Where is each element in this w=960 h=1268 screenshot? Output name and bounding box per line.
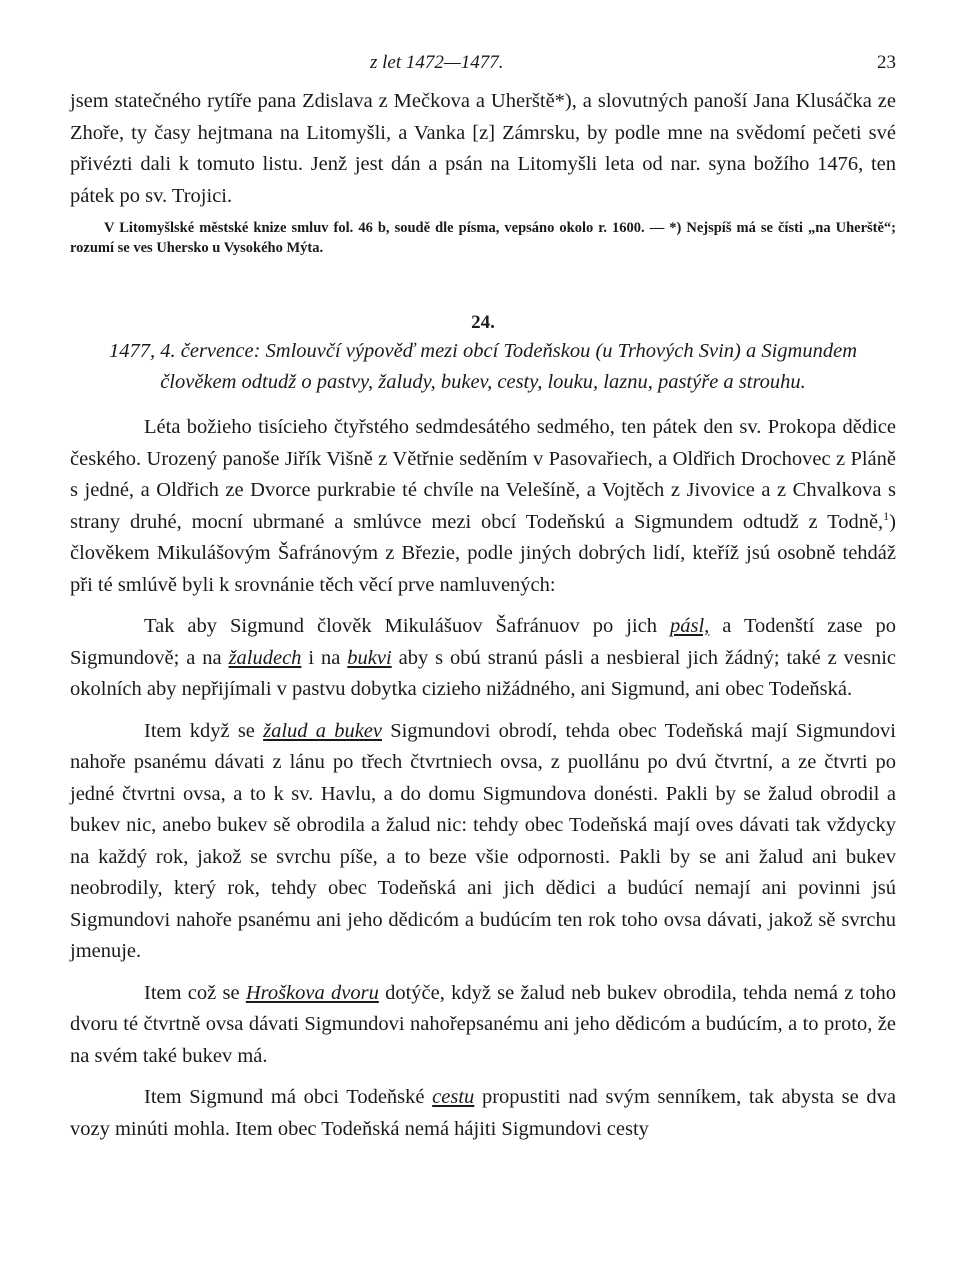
book-page xyxy=(70,52,896,1145)
footnote-ref: 1 xyxy=(883,508,890,523)
footnote-text: V Litomyšlské městské knize smluv fol. 46 b, soudě dle písma, vepsáno okolo r. 1600. — *) Nejspíš má se čísti „na Uherště“; rozumí se ves Uhersko u Vysokého Mýta. xyxy=(70,220,896,256)
continuation-paragraph: jsem statečného rytíře pana Zdislava z Mečkova a Uherště*), a slovutných panoší Jana Klusáčka ze Zhoře, ty časy hejtmana na Litomyšli, a Vanka [z] Zámrsku, by podle mne na svědomí pečeti své přivézti dali k tomuto listu. Jenž jest dán a psán na Litomyšli leta od nar. syna božího 1476, ten pátek po sv. Trojici. xyxy=(70,90,896,207)
footnote xyxy=(70,218,896,258)
paragraph-pasture: Tak aby Sigmund člověk Mikulášuov Šafránuov po jich pásl, a Todenští zase po Sigmundově; a na žaludech i na bukvi aby s obú stranú pásli a nesbieral jich žádný; také z vesnic okolních aby nepřijímali v pastvu dobytka cizieho nižádného, ani Sigmund, ani obec Todeňská. xyxy=(70,615,896,700)
page-number: 23 xyxy=(877,52,896,73)
document-regest: 1477, 4. července: Smlouvčí výpověď mezi obcí Todeňskou (u Trhových Svin) a Sigmundem člověkem odtudž o pastvy, žaludy, bukev, cesty, louku, laznu, pastýře a strouhu. xyxy=(109,340,857,393)
paragraph-intro: Léta božieho tisícieho čtyřstého sedmdesátého sedmého, ten pátek den sv. Prokopa dědice českého. Urozený panoše Jiřík Višně z Větřnie seděním v Pasovařiech, a Oldřich Drochovec z Pláně s jedné, a Oldřich ze Dvorce purkrabie té chvíle na Velešíně, a Vojtěch z Jivovice a z Chvalkova s strany druhé, mocní ubrmané a smlúvce mezi obcí Todeňskú a Sigmundem odtudž z Todně,$^1$) člověkem Mikulášovým Šafránovým z Březie, podle jiných dobrých lidí, kteříž jsú osobně tehdáž při té smlúvě byli k srovnánie těch věcí prve namluvených: xyxy=(70,416,896,596)
page-header xyxy=(70,52,896,86)
paragraph-acorns: Item když se žalud a bukev Sigmundovi obrodí, tehda obec Todeňská mají Sigmundovi nahoře psanému dávati z lánu po třech čtvrtniech ovsa, z puollánu po dvú čtvrtní, a ze čtvrti po jedné čtvrtni ovsa, a to k sv. Havlu, a do domu Sigmundova donésti. Pakli by se žalud obrodil a bukev nic, anebo bukev sě obrodila a žalud nic: tehdy obec Todeňská mají oves dávati tak vždycky na každý rok, jakož se svrchu píše, a to beze všie odpornosti. Pakli by se ani žalud ani bukev neobrodily, který rok, tehdy obec Todeňská ani jich dědici a budúcí nemají ani povinni jsú Sigmundovi nahoře psanému ani jeho dědicóm a budúcím ten rok toho ovsa dávati, jakož sě svrchu jmenuje. xyxy=(70,719,896,962)
running-title: z let 1472—1477. xyxy=(370,52,504,73)
document-number: 24. xyxy=(471,312,495,333)
paragraph-road: Item Sigmund má obci Todeňské cestu propustiti nad svým senníkem, tak abysta se dva vozy minúti mohla. Item obec Todeňská nemá hájiti Sigmundovi cesty xyxy=(70,1086,896,1140)
paragraph-hroskuv-dvur: Item což se Hroškova dvoru dotýče, když se žalud neb bukev obrodila, tehda nemá z toho dvoru té čtvrtně ovsa dávati Sigmundovi nahořepsanému ani jeho dědicóm a budúcím, a to proto, že na svém také bukev má. xyxy=(70,981,896,1067)
